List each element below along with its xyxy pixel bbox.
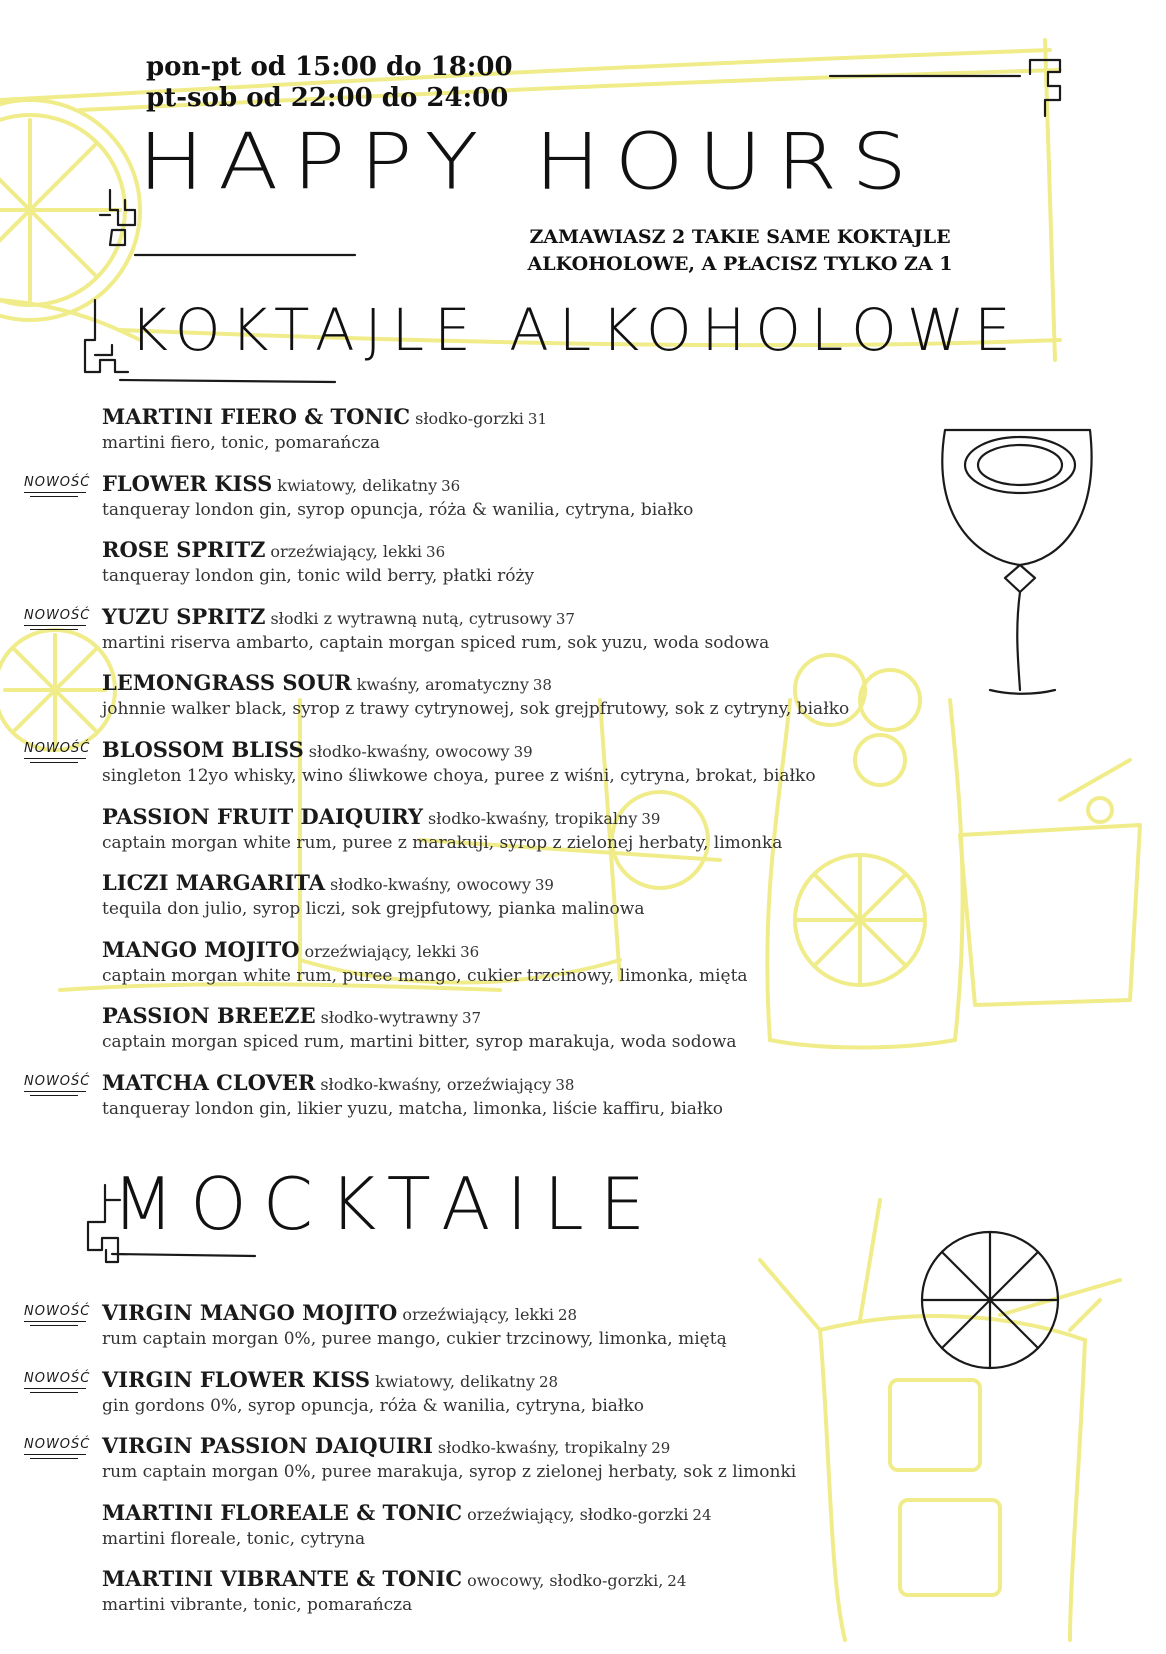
item-price: 24 [667, 1572, 687, 1590]
lemon-slice-icon [0, 100, 140, 320]
menu-item [102, 1003, 1002, 1070]
item-ingredients: rum captain morgan 0%, puree mango, cukier trzcinowy, limonka, miętą [102, 1329, 727, 1349]
item-description: orzeźwiający, słodko-gorzki [467, 1504, 689, 1524]
item-ingredients: martini floreale, tonic, cytryna [102, 1528, 366, 1549]
item-ingredients: singleton 12yo whisky, wino śliwkowe choya, puree z wiśni, cytryna, brokat, białko [102, 765, 816, 786]
menu-item [102, 804, 1002, 871]
item-ingredients: captain morgan white rum, puree z marakuji, syrop z zielonej herbaty, limonka [102, 832, 783, 853]
item-name: MATCHA CLOVER [102, 1069, 316, 1095]
item-description: orzeźwiający, lekki [270, 542, 423, 562]
item-name: MARTINI VIBRANTE & TONIC [102, 1566, 463, 1591]
new-badge-label: NOWOŚĆ [24, 1073, 91, 1089]
item-price: 39 [534, 876, 554, 895]
item-description: owocowy, słodko-gorzki, [467, 1571, 664, 1590]
item-ingredients: martini vibrante, tonic, pomarańcza [102, 1595, 413, 1615]
menu-item [102, 870, 1002, 937]
item-name: MARTINI FIERO & TONIC [102, 404, 411, 429]
menu-item [102, 404, 1002, 471]
item-name: FLOWER KISS [102, 470, 273, 496]
new-badge [24, 1371, 90, 1393]
item-description: słodko-kwaśny, orzeźwiający [320, 1074, 552, 1094]
item-name: LEMONGRASS SOUR [102, 670, 352, 696]
item-description: orzeźwiający, lekki [402, 1305, 554, 1324]
menu-item [24, 1300, 1002, 1367]
new-badge [24, 741, 90, 763]
new-badge-label: NOWOŚĆ [24, 740, 91, 756]
item-price: 28 [557, 1306, 578, 1324]
item-name: VIRGIN MANGO MOJITO [102, 1300, 398, 1325]
item-price: 28 [538, 1372, 559, 1391]
item-description: kwiatowy, delikatny [277, 475, 438, 495]
section-title-mocktails: MOCKTAILE [112, 1162, 662, 1246]
menu-item [102, 537, 1002, 604]
item-description: słodko-kwaśny, owocowy [308, 741, 510, 761]
new-badge [24, 608, 90, 630]
item-name: ROSE SPRITZ [102, 537, 266, 563]
item-description: kwaśny, aromatyczny [356, 675, 529, 695]
cocktail-list [24, 404, 1002, 1137]
item-price: 24 [692, 1505, 712, 1524]
item-price: 29 [651, 1439, 671, 1457]
item-name: BLOSSOM BLISS [102, 736, 304, 762]
new-badge [24, 475, 90, 497]
item-price: 36 [460, 942, 480, 961]
item-name: PASSION FRUIT DAIQUIRY [102, 803, 424, 829]
item-ingredients: martini fiero, tonic, pomarańcza [102, 433, 380, 453]
new-badge [24, 1437, 90, 1459]
item-name: YUZU SPRITZ [102, 603, 266, 629]
menu-item [102, 937, 1002, 1004]
new-badge-label: NOWOŚĆ [24, 1437, 91, 1452]
menu-item [102, 1500, 1002, 1567]
item-price: 38 [555, 1075, 575, 1094]
item-description: kwiatowy, delikatny [375, 1371, 535, 1391]
item-description: słodki z wytrawną nutą, cytrusowy [270, 608, 552, 628]
item-ingredients: rum captain morgan 0%, puree marakuja, syrop z zielonej herbaty, sok z limonki [102, 1462, 797, 1482]
page-title: HAPPY HOURS [138, 116, 922, 208]
item-description: słodko-kwaśny, tropikalny [428, 808, 638, 828]
item-ingredients: captain morgan white rum, puree mango, cukier trzcinowy, limonka, mięta [102, 965, 748, 986]
new-badge-label: NOWOŚĆ [24, 607, 91, 623]
promo-line-1: ZAMAWIASZ 2 TAKIE SAME KOKTAJLE [529, 226, 951, 248]
item-description: słodko-gorzki [415, 409, 524, 428]
item-ingredients: tequila don julio, syrop liczi, sok grejpfutowy, pianka malinowa [102, 899, 645, 920]
item-price: 38 [532, 676, 552, 695]
item-ingredients: johnnie walker black, syrop z trawy cytrynowej, sok grejpfrutowy, sok z cytryny, białko [102, 699, 850, 720]
promo-line-2: ALKOHOLOWE, A PŁACISZ TYLKO ZA 1 [527, 253, 953, 275]
item-ingredients: tanqueray london gin, syrop opuncja, róża & wanilia, cytryna, białko [102, 499, 694, 520]
mocktail-list [24, 1300, 1002, 1633]
menu-item [24, 1366, 1002, 1434]
promo-text [500, 224, 980, 278]
item-ingredients: tanqueray london gin, likier yuzu, matcha, limonka, liście kaffiru, białko [102, 1098, 723, 1119]
new-badge [24, 1304, 90, 1326]
item-description: słodko-kwaśny, owocowy [330, 875, 531, 895]
item-ingredients: tanqueray london gin, tonic wild berry, płatki róży [102, 566, 535, 587]
item-name: MANGO MOJITO [102, 936, 300, 962]
menu-item [24, 736, 1002, 804]
item-price: 36 [426, 543, 446, 562]
new-badge-label: NOWOŚĆ [24, 474, 91, 490]
item-name: PASSION BREEZE [102, 1003, 316, 1029]
new-badge-label: NOWOŚĆ [24, 1370, 91, 1386]
item-description: słodko-wytrawny [320, 1008, 459, 1028]
item-price: 36 [441, 476, 461, 495]
menu-item [24, 603, 1002, 671]
item-price: 39 [641, 809, 661, 828]
item-ingredients: gin gordons 0%, syrop opuncja, róża & wanilia, cytryna, białko [102, 1395, 644, 1416]
item-name: LICZI MARGARITA [102, 870, 326, 896]
hours-weekend: pt-sob od 22:00 do 24:00 [146, 83, 509, 113]
item-name: MARTINI FLOREALE & TONIC [102, 1499, 463, 1525]
item-price: 37 [555, 609, 575, 628]
item-name: VIRGIN PASSION DAIQUIRI [102, 1433, 433, 1458]
hours-weekday: pon-pt od 15:00 do 18:00 [146, 52, 513, 82]
menu-item [102, 1566, 1002, 1633]
menu-item [24, 1069, 1002, 1137]
new-badge-label: NOWOŚĆ [24, 1304, 91, 1319]
item-price: 31 [527, 410, 547, 428]
menu-item [102, 670, 1002, 737]
item-description: słodko-kwaśny, tropikalny [437, 1438, 648, 1457]
menu-item [24, 1433, 1002, 1500]
item-description: orzeźwiający, lekki [304, 941, 457, 961]
item-price: 39 [513, 742, 533, 761]
item-ingredients: captain morgan spiced rum, martini bitter, syrop marakuja, woda sodowa [102, 1032, 737, 1053]
item-price: 37 [462, 1009, 482, 1028]
item-name: VIRGIN FLOWER KISS [102, 1366, 371, 1392]
section-title-cocktails: KOKTAJLE ALKOHOLOWE [130, 296, 1021, 364]
happy-hours-times [146, 52, 513, 114]
item-ingredients: martini riserva ambarto, captain morgan spiced rum, sok yuzu, woda sodowa [102, 632, 770, 653]
menu-item [24, 470, 1002, 538]
new-badge [24, 1074, 90, 1096]
